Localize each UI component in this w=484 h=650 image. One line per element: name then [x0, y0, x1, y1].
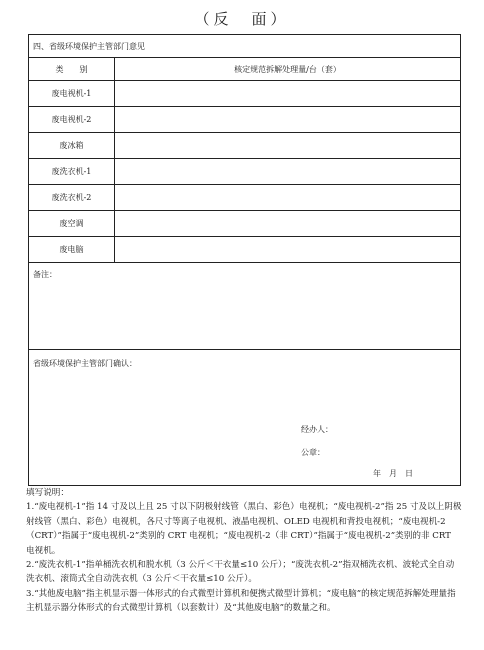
- category-label: 废电脑: [29, 237, 115, 263]
- category-label: 废冰箱: [29, 133, 115, 159]
- instructions: [26, 486, 462, 616]
- quantity-field[interactable]: [115, 211, 461, 237]
- table-row: [29, 107, 461, 133]
- remarks-label: 备注：: [33, 270, 57, 279]
- confirmation-section: [29, 350, 461, 486]
- quantity-field[interactable]: [115, 159, 461, 185]
- instructions-title: 填写说明：: [26, 488, 69, 498]
- instruction-item: 3.“其他废电脑”指主机显示器一体形式的台式微型计算机和便携式微型计算机；“废电脑”的核定规范拆解处理量指主机显示器分体形式的台式微型计算机（以套数计）及“其他废电脑”的数量之和。: [26, 588, 456, 614]
- confirmation-label: 省级环境保护主管部门确认：: [33, 359, 137, 368]
- quantity-field[interactable]: [115, 237, 461, 263]
- column-header-category: 类 别: [29, 58, 115, 81]
- date-label: 年 月 日: [373, 469, 413, 478]
- handler-label: 经办人：: [301, 425, 333, 434]
- quantity-field[interactable]: [115, 107, 461, 133]
- table-row: [29, 211, 461, 237]
- instruction-item: 1.“废电视机-1”指 14 寸及以上且 25 寸以下阴极射线管（黑白、彩色）电视机；“废电视机-2”指 25 寸及以上阴极射线管（黑白、彩色）电视机，各尺寸等离子电视机、液晶电视机、OLED 电视机和背投电视机；“废电视机-2（CRT）”指属于“废电视机-2”类别的 CRT 电视机；“废电视机-2（非 CRT）”指属于“废电视机-2”类别的非 CRT 电视机。: [26, 502, 462, 556]
- instruction-item: 2.“废洗衣机-1”指单桶洗衣机和脱水机（3 公斤＜干衣量≤10 公斤）；“废洗衣机-2”指双桶洗衣机、波轮式全自动洗衣机、滚筒式全自动洗衣机（3 公斤＜干衣量≤10 公斤）。: [26, 560, 455, 585]
- table-row: [29, 159, 461, 185]
- category-label: 废洗衣机-1: [29, 159, 115, 185]
- table-header-row: [29, 58, 461, 81]
- section-title: 四、省级环境保护主管部门意见: [29, 35, 461, 58]
- quantity-field[interactable]: [115, 81, 461, 107]
- seal-label: 公章：: [301, 448, 325, 457]
- quantity-field[interactable]: [115, 133, 461, 159]
- table-row: [29, 237, 461, 263]
- category-label: 废电视机-1: [29, 81, 115, 107]
- remarks-field[interactable]: [29, 263, 461, 350]
- table-row: [29, 185, 461, 211]
- category-label: 废空调: [29, 211, 115, 237]
- page-title: （反 面）: [194, 10, 290, 28]
- category-label: 废电视机-2: [29, 107, 115, 133]
- opinion-form-table: [28, 34, 461, 486]
- table-row: [29, 133, 461, 159]
- column-header-quantity: 核定规范拆解处理量/台（套）: [115, 58, 461, 81]
- category-label: 废洗衣机-2: [29, 185, 115, 211]
- quantity-field[interactable]: [115, 185, 461, 211]
- table-row: [29, 81, 461, 107]
